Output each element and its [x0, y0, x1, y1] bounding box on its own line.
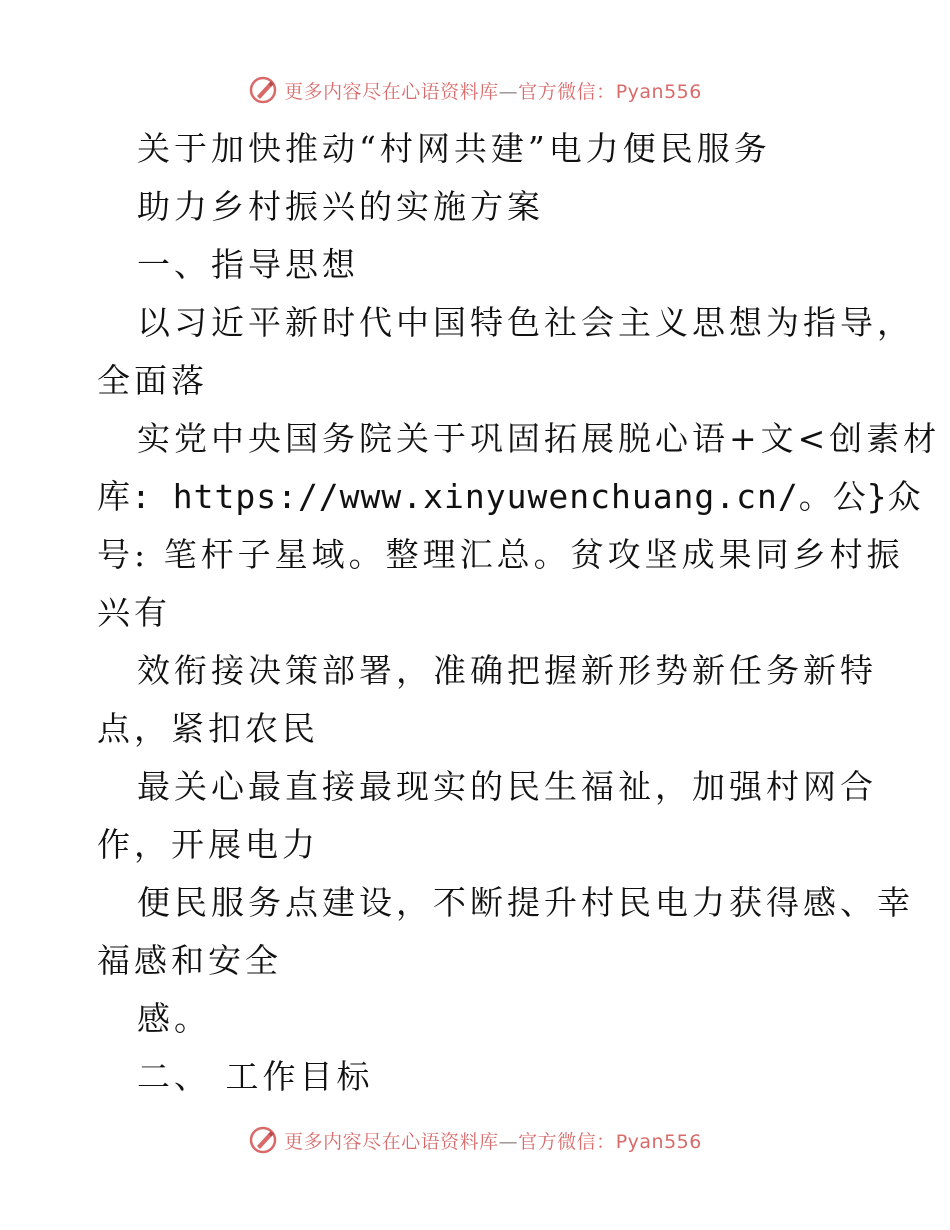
paragraph-line: 兴有 — [97, 593, 171, 632]
section-heading-1: 一、指导思想 — [137, 245, 359, 284]
section-heading-2: 二、 工作目标 — [137, 1057, 374, 1096]
watermark-banner-bottom — [0, 1122, 950, 1158]
pen-in-circle-icon — [248, 75, 278, 105]
pen-in-circle-icon — [248, 1125, 278, 1155]
paragraph-line: 作，开展电力 — [97, 825, 319, 864]
watermark-text: 更多内容尽在心语资料库—官方微信：Pyan556 — [284, 80, 702, 103]
paragraph-line: 感。 — [137, 999, 211, 1038]
doc-title-line-2: 助力乡村振兴的实施方案 — [137, 187, 544, 226]
doc-title-line-1: 关于加快推动“村网共建”电力便民服务 — [137, 129, 771, 168]
watermark-banner-top — [0, 72, 950, 108]
watermark-text: 更多内容尽在心语资料库—官方微信：Pyan556 — [284, 1130, 702, 1153]
paragraph-line: 以习近平新时代中国特色社会主义思想为指导， — [137, 303, 914, 342]
paragraph-line: 实党中央国务院关于巩固拓展脱心语+文<创素材 — [137, 419, 941, 458]
paragraph-line: 号: 笔杆子星域。整理汇总。贫攻坚成果同乡村振 — [97, 535, 904, 574]
document-body — [97, 120, 941, 1106]
paragraph-line: 福感和安全 — [97, 941, 282, 980]
paragraph-line: 点，紧扣农民 — [97, 709, 319, 748]
paragraph-line-url — [97, 468, 922, 526]
paragraph-line: 效衔接决策部署，准确把握新形势新任务新特 — [137, 651, 877, 690]
paragraph-line: 最关心最直接最现实的民生福祉，加强村网合 — [137, 767, 877, 806]
paragraph-line: 全面落 — [97, 361, 208, 400]
url-text: 库: https://www.xinyuwenchuang.cn/。公}众 — [97, 477, 922, 516]
paragraph-line: 便民服务点建设，不断提升村民电力获得感、幸 — [137, 883, 914, 922]
